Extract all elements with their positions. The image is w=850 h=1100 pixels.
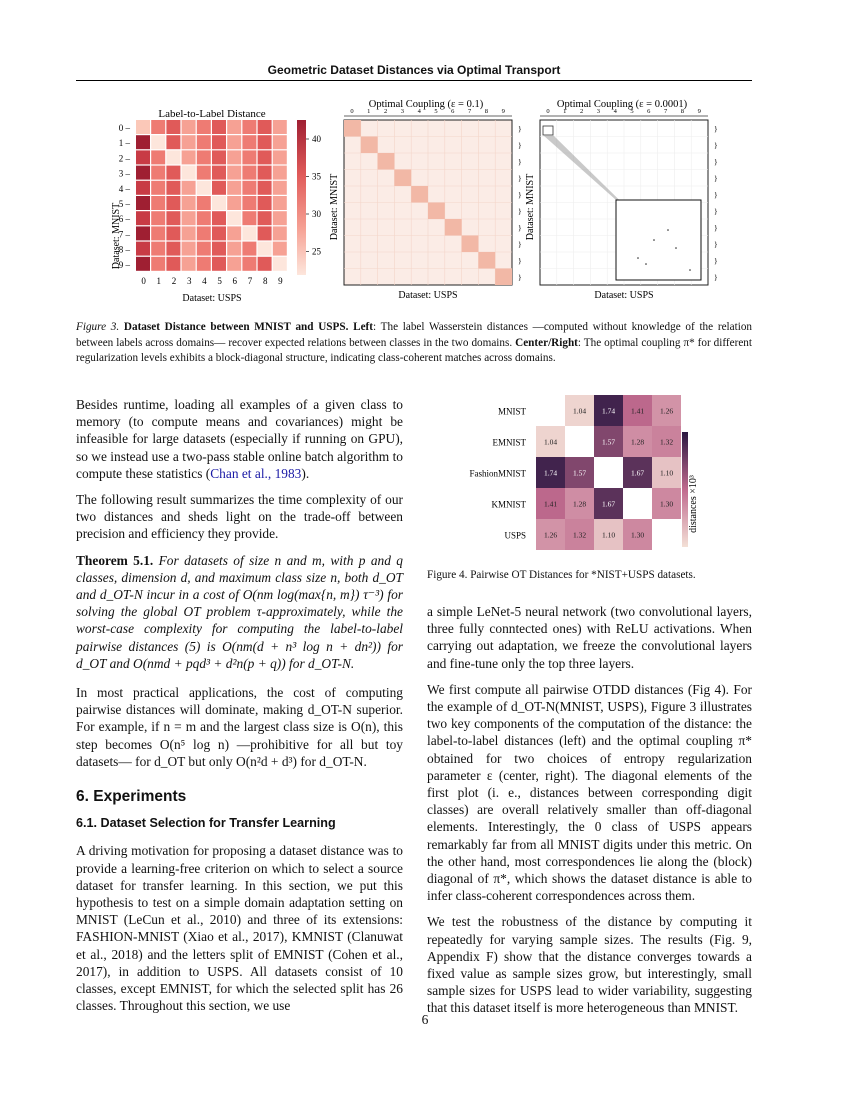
label-distance-cell	[227, 257, 241, 271]
page-number: 6	[421, 1012, 429, 1027]
label-distance-cell	[242, 196, 256, 210]
label-distance-cell	[212, 257, 226, 271]
fig3-center-ylabel: Dataset: MNIST	[329, 173, 340, 241]
fig3-left-title: Label-to-Label Distance	[158, 108, 266, 120]
coupling-diagonal-block	[394, 170, 411, 187]
label-distance-cell	[197, 150, 211, 164]
fig3-center-title: Optimal Coupling (ε = 0.1)	[368, 99, 484, 110]
label-distance-cell	[166, 211, 180, 225]
coupling-point	[689, 269, 691, 271]
label-distance-cell	[151, 211, 165, 225]
label-distance-cell	[182, 196, 196, 210]
label-distance-cell	[242, 211, 256, 225]
label-distance-cell	[212, 226, 226, 240]
label-distance-cell	[166, 242, 180, 256]
fig3-caption-left: Left	[353, 321, 374, 333]
fig3-row-tick: 7 –	[118, 229, 130, 240]
fig3-col-tick: 6	[232, 276, 238, 286]
coupling-digit-tick: 8	[680, 108, 685, 115]
fig3-colorbar-bar	[297, 120, 306, 275]
coupling-digit-tick: 3	[596, 108, 601, 115]
label-distance-cell	[166, 181, 180, 195]
label-distance-cell	[273, 150, 287, 164]
label-distance-cell	[166, 135, 180, 149]
label-distance-cell	[227, 166, 241, 180]
fig3-col-tick: 1	[156, 276, 162, 286]
label-distance-cell	[197, 242, 211, 256]
coupling-eps-0.1-plot	[344, 108, 522, 285]
fig3-row-tick: 0 –	[118, 123, 130, 133]
label-distance-cell	[197, 181, 211, 195]
fig4-cell-value: 1.57	[572, 468, 587, 478]
label-distance-cell	[273, 120, 287, 134]
coupling-brace-tick: }	[714, 256, 718, 265]
paragraph-summary: The following result summarizes the time complexity of our two distances and sheds light on the trade-off between precision and efficiency they provide.	[76, 492, 403, 542]
fig4-cell-value: 1.04	[543, 437, 558, 447]
label-distance-cell	[182, 226, 196, 240]
right-column	[427, 603, 752, 1026]
coupling-point	[637, 257, 639, 259]
coupling-digit-tick: 6	[451, 108, 455, 115]
coupling-digit-tick: 1	[563, 108, 567, 115]
coupling-diagonal-block	[411, 186, 428, 203]
fig3-colorbar-tick: 30	[312, 209, 321, 219]
coupling-brace-tick: }	[518, 239, 522, 249]
coupling-brace-tick: }	[518, 157, 522, 166]
fig3-col-tick: 5	[217, 276, 222, 286]
citation-chan-1983[interactable]: Chan et al., 1983	[210, 465, 302, 481]
label-distance-cell	[212, 150, 226, 164]
label-distance-cell	[273, 135, 287, 149]
label-distance-cell	[258, 120, 272, 134]
label-distance-cell	[136, 226, 150, 240]
paragraph-motivation: A driving motivation for proposing a dataset distance was to provide a learning-free criterion on which to select a source dataset for transfer learning. In this section, we put this hypothesis to test on a simple domain adaptation setting on MNIST (LeCun et al., 2010) and three of its extensions: FASHION-MNIST (Xiao et al., 2017), KMNIST (Clanuwat et al., 2018) and the letters split of EMNIST (Cohen et al., 2017), in addition to USPS. All datasets consist of 10 classes, except EMNIST, for which the selected split has 26 classes. Throughout this section, we use	[76, 843, 403, 1014]
label-distance-cell	[166, 226, 180, 240]
coupling-digit-tick: 4	[613, 108, 617, 115]
label-distance-cell	[258, 226, 272, 240]
fig3-colorbar-tick: 35	[312, 171, 321, 182]
header-rule	[76, 80, 752, 81]
label-distance-cell	[197, 226, 211, 240]
label-distance-cell	[212, 120, 226, 134]
label-distance-cell	[242, 135, 256, 149]
label-distance-heatmap	[136, 120, 287, 271]
zoom-inset	[616, 200, 701, 280]
coupling-diagonal-block	[478, 252, 495, 269]
coupling-brace-tick: }	[518, 206, 522, 216]
coupling-digit-tick: 8	[484, 108, 489, 115]
label-distance-cell	[212, 242, 226, 256]
fig4-cell-value: 1.26	[543, 530, 558, 540]
label-distance-cell	[242, 120, 256, 134]
fig4-row-label: EMNIST	[492, 437, 526, 448]
paragraph-runtime: Besides runtime, loading all examples of a given class to memory (to compute means and covariances) might be infeasible for large datasets (especially if running on GPU), so we instead use a two-pass stable online batch algorithm to compute these statistics (Chan et al., 1983).	[76, 397, 403, 481]
label-distance-cell	[273, 166, 287, 180]
coupling-brace-tick: }	[714, 124, 718, 133]
coupling-digit-tick: 5	[434, 108, 438, 115]
fig4-colorbar-label: distances ×10³	[688, 475, 699, 533]
fig4-cell-value: 1.30	[659, 499, 674, 509]
figure-3	[76, 92, 752, 307]
label-distance-cell	[258, 135, 272, 149]
coupling-brace-tick: }	[714, 239, 718, 249]
coupling-brace-tick: }	[518, 173, 522, 183]
fig4-row-label: KMNIST	[491, 499, 526, 510]
fig4-cell-value: 1.32	[572, 530, 587, 540]
label-distance-cell	[197, 120, 211, 134]
fig4-cell-value: 1.67	[630, 468, 645, 478]
fig3-col-tick: 8	[262, 276, 268, 286]
label-distance-cell	[136, 196, 150, 210]
label-distance-cell	[151, 196, 165, 210]
coupling-point	[653, 239, 655, 241]
fig4-cell-value: 1.57	[601, 437, 616, 447]
fig4-cell-value: 1.26	[659, 406, 674, 416]
label-distance-cell	[273, 226, 287, 240]
coupling-digit-tick: 6	[647, 108, 651, 115]
label-distance-cell	[151, 181, 165, 195]
coupling-diagonal-block	[462, 236, 479, 253]
label-distance-cell	[136, 211, 150, 225]
fig4-cell-value: 1.41	[543, 499, 558, 509]
fig4-cell-value: 1.28	[630, 437, 645, 447]
fig4-row-label: MNIST	[497, 406, 526, 417]
label-distance-cell	[242, 226, 256, 240]
fig3-row-tick: 5 –	[118, 199, 130, 209]
coupling-brace-tick: }	[714, 173, 718, 183]
fig3-colorbar-tick: 40	[312, 134, 321, 144]
fig3-colorbar-tick: 25	[312, 246, 321, 257]
coupling-diagonal-block	[378, 153, 395, 170]
fig3-left-xlabel: Dataset: USPS	[182, 293, 242, 304]
coupling-brace-tick: }	[714, 140, 718, 150]
label-distance-cell	[197, 135, 211, 149]
figure-3-caption	[76, 320, 752, 367]
label-distance-cell	[242, 166, 256, 180]
label-distance-cell	[258, 181, 272, 195]
coupling-point	[667, 229, 669, 231]
fig4-cell-value: 1.04	[572, 406, 587, 416]
fig3-row-tick: 4 –	[118, 183, 130, 194]
label-distance-cell	[227, 196, 241, 210]
running-head: Geometric Dataset Distances via Optimal Transport	[267, 63, 561, 77]
coupling-digit-tick: 7	[467, 108, 472, 115]
coupling-digit-tick: 0	[546, 108, 550, 115]
coupling-brace-tick: }	[714, 272, 718, 282]
fig3-caption-text2: : The optimal coupling π* for different regularization levels exhibits a block-diagonal structure, indicating class-coherent matches across domains.	[76, 336, 752, 364]
label-distance-cell	[197, 166, 211, 180]
paragraph-otdd: We first compute all pairwise OTDD distances (Fig 4). For the example of d_OT-N(MNIST, USPS), Figure 3 illustrates two key components of the computation of the distance: the label-to-label distances (left) and the optimal coupling π* obtained for two choices of entropy regularization parameter ε (center, right). The diagonal elements of the first plot (i. e., distances between corresponding digit classes) are overall relatively smaller than off-diagonal elements. Interestingly, the 0 class of USPS appears remarkably far from all MNIST digits under this metric. On the other hand, most correspondences lie along the (block) diagonal of π*, which shows the dataset distance is able to infer class-coherent correspondences across them.	[427, 681, 752, 904]
fig4-row-label: USPS	[504, 530, 526, 541]
label-distance-cell	[273, 211, 287, 225]
label-distance-cell	[136, 181, 150, 195]
fig4-cell-value: 1.28	[572, 499, 587, 509]
fig4-cell-value: 1.30	[630, 530, 645, 540]
coupling-digit-tick: 4	[417, 108, 421, 115]
label-distance-cell	[227, 120, 241, 134]
fig4-cell-value: 1.41	[630, 406, 645, 416]
label-distance-cell	[182, 242, 196, 256]
coupling-digit-tick: 2	[383, 108, 388, 115]
label-distance-cell	[212, 181, 226, 195]
label-distance-cell	[182, 135, 196, 149]
fig3-caption-center-right: Center/Right	[515, 336, 578, 349]
coupling-brace-tick: }	[518, 256, 522, 265]
coupling-digit-tick: 1	[367, 108, 371, 115]
coupling-diagonal-block	[495, 269, 512, 286]
label-distance-cell	[197, 196, 211, 210]
fig3-col-tick: 3	[186, 276, 192, 286]
figure-4	[456, 392, 718, 560]
label-distance-cell	[258, 166, 272, 180]
coupling-diagonal-block	[344, 120, 361, 137]
label-distance-cell	[182, 257, 196, 271]
label-distance-cell	[182, 150, 196, 164]
fig3-col-tick: 4	[202, 276, 207, 286]
coupling-diagonal-block	[445, 219, 462, 236]
label-distance-cell	[212, 196, 226, 210]
label-distance-cell	[258, 242, 272, 256]
label-distance-cell	[136, 257, 150, 271]
coupling-brace-tick: }	[518, 140, 522, 150]
label-distance-cell	[242, 242, 256, 256]
pairwise-distance-row-labels	[469, 407, 526, 541]
label-distance-cell	[182, 211, 196, 225]
label-distance-cell	[151, 226, 165, 240]
label-distance-cell	[227, 226, 241, 240]
label-distance-cell	[136, 120, 150, 134]
coupling-digit-tick: 9	[697, 108, 701, 115]
label-distance-cell	[151, 150, 165, 164]
label-distance-cell	[151, 166, 165, 180]
label-distance-cell	[151, 242, 165, 256]
coupling-brace-tick: }	[714, 157, 718, 166]
coupling-brace-tick: }	[714, 206, 718, 216]
fig3-colorbar	[297, 120, 322, 275]
coupling-point	[645, 263, 647, 265]
label-distance-cell	[182, 181, 196, 195]
label-distance-cell	[227, 211, 241, 225]
label-distance-cell	[212, 166, 226, 180]
left-column	[76, 396, 403, 1024]
label-distance-cell	[136, 166, 150, 180]
coupling-digit-tick: 5	[630, 108, 634, 115]
fig3-right-ylabel: Dataset: MNIST	[525, 173, 536, 241]
theorem-5-1: Theorem 5.1. For datasets of size n and m, with p and q classes, dimension d, and maximum class size n, both d_OT and d_OT-N incur in a cost of O(nm log(max{n, m}) τ⁻³) for solving the global OT problem τ-approximately, while the worst-case complexity for computing the label-to-label pairwise distances (5) is O(nm(d + n³ log n + dn²)) for d_OT and O(nmd + pqd³ + d²n(p + q)) for d_OT-N.	[76, 552, 403, 671]
coupling-brace-tick: }	[518, 124, 522, 133]
fig3-col-tick: 9	[278, 276, 283, 286]
label-distance-cell	[242, 181, 256, 195]
label-distance-cell	[136, 150, 150, 164]
fig3-col-tick: 0	[141, 276, 146, 286]
label-distance-cell	[273, 242, 287, 256]
coupling-digit-tick: 7	[663, 108, 668, 115]
section-heading-experiments: 6. Experiments	[76, 788, 187, 806]
fig3-right-title: Optimal Coupling (ε = 0.0001)	[556, 99, 688, 110]
label-distance-cell	[273, 181, 287, 195]
label-distance-cell	[258, 211, 272, 225]
fig3-center-xlabel: Dataset: USPS	[398, 290, 458, 301]
label-distance-cell	[273, 257, 287, 271]
paragraph-practical: In most practical applications, the cost of computing pairwise distances will dominate, making d_OT-N superior. For example, if n = m and the largest class size is O(n), this step becomes O(n⁵ log n) —prohibitive for all but toy datasets— for d_OT but only O(n²d + d³) for d_OT-N.	[76, 685, 403, 769]
coupling-diagonal-block	[361, 137, 378, 154]
label-distance-cell	[166, 166, 180, 180]
fig3-left-ylabel: Dataset: MNIST	[111, 202, 122, 270]
label-distance-cell	[166, 150, 180, 164]
fig4-cell-value: 1.10	[659, 468, 674, 478]
label-distance-cell	[182, 166, 196, 180]
fig3-row-tick: 6 –	[118, 214, 130, 225]
fig3-row-tick: 1 –	[118, 138, 130, 149]
label-distance-cell	[242, 150, 256, 164]
label-distance-cell	[136, 242, 150, 256]
label-distance-cell	[258, 150, 272, 164]
coupling-digit-tick: 9	[501, 108, 505, 115]
label-distance-cell	[151, 120, 165, 134]
fig3-row-tick: 2 –	[118, 153, 130, 164]
coupling-brace-tick: }	[518, 190, 522, 199]
fig4-cell-value: 1.67	[601, 499, 616, 509]
coupling-brace-tick: }	[714, 223, 718, 232]
label-distance-cell	[182, 120, 196, 134]
label-distance-cell	[273, 196, 287, 210]
coupling-eps-0.0001-plot	[540, 108, 718, 285]
coupling-diagonal-block	[428, 203, 445, 220]
label-distance-cell	[227, 135, 241, 149]
label-distance-cell	[242, 257, 256, 271]
label-distance-cell	[151, 135, 165, 149]
label-distance-cell	[197, 211, 211, 225]
label-distance-cell	[197, 257, 211, 271]
subsection-heading-dataset-selection: 6.1. Dataset Selection for Transfer Learning	[76, 816, 336, 831]
coupling-digit-tick: 0	[350, 108, 354, 115]
label-distance-cell	[136, 135, 150, 149]
pairwise-distance-heatmap	[536, 395, 681, 550]
coupling-brace-tick: }	[518, 272, 522, 282]
label-distance-cell	[258, 257, 272, 271]
label-distance-cell	[166, 257, 180, 271]
paragraph-lenet: a simple LeNet-5 neural network (two convolutional layers, three fully conntected ones) with ReLU activations. When carrying out adaptation, we freeze the convolutional layers and fine-tune only the top three layers.	[427, 604, 752, 671]
fig3-caption-label: Figure 3.	[76, 321, 120, 333]
label-distance-cell	[258, 196, 272, 210]
fig3-caption-bold: Dataset Distance between MNIST and USPS.	[123, 321, 349, 333]
fig3-col-tick: 7	[247, 276, 253, 286]
coupling-digit-tick: 2	[579, 108, 584, 115]
fig4-cell-value: 1.74	[543, 468, 558, 478]
fig3-right-xlabel: Dataset: USPS	[594, 290, 654, 301]
fig4-cell-value: 1.74	[601, 406, 616, 416]
label-distance-cell	[166, 120, 180, 134]
fig4-row-label: FashionMNIST	[469, 468, 526, 479]
label-distance-cell	[227, 150, 241, 164]
label-distance-cell	[227, 181, 241, 195]
label-distance-cell	[227, 242, 241, 256]
figure-4-caption: Figure 4. Pairwise OT Distances for *NIST+USPS datasets.	[427, 569, 696, 581]
fig3-col-tick: 2	[171, 276, 177, 286]
label-distance-cell	[212, 211, 226, 225]
label-distance-cell	[166, 196, 180, 210]
label-distance-cell	[212, 135, 226, 149]
fig3-caption-text1: : The label Wasserstein distances —computed without knowledge of the relation between labels across domains— recover expected relations between classes in the two domains.	[76, 321, 753, 349]
label-distance-cell	[151, 257, 165, 271]
coupling-digit-tick: 3	[400, 108, 405, 115]
fig3-row-tick: 8 –	[118, 244, 130, 255]
fig3-row-tick: 9 –	[118, 259, 130, 270]
fig4-cell-value: 1.32	[659, 437, 674, 447]
coupling-brace-tick: }	[714, 190, 718, 199]
fig4-cell-value: 1.10	[601, 530, 616, 540]
coupling-point	[675, 247, 677, 249]
paragraph-robustness: We test the robustness of the distance by computing it repeatedly for varying sample sizes. The results (Fig. 9, Appendix F) show that the distance converges towards a fixed value as sample sizes grow, but interestingly, small sample sizes for USPS lead to wider variability, suggesting that this dataset itself is more heterogeneous than MNIST.	[427, 914, 752, 1016]
coupling-brace-tick: }	[518, 223, 522, 232]
fig3-row-tick: 3 –	[118, 168, 130, 179]
